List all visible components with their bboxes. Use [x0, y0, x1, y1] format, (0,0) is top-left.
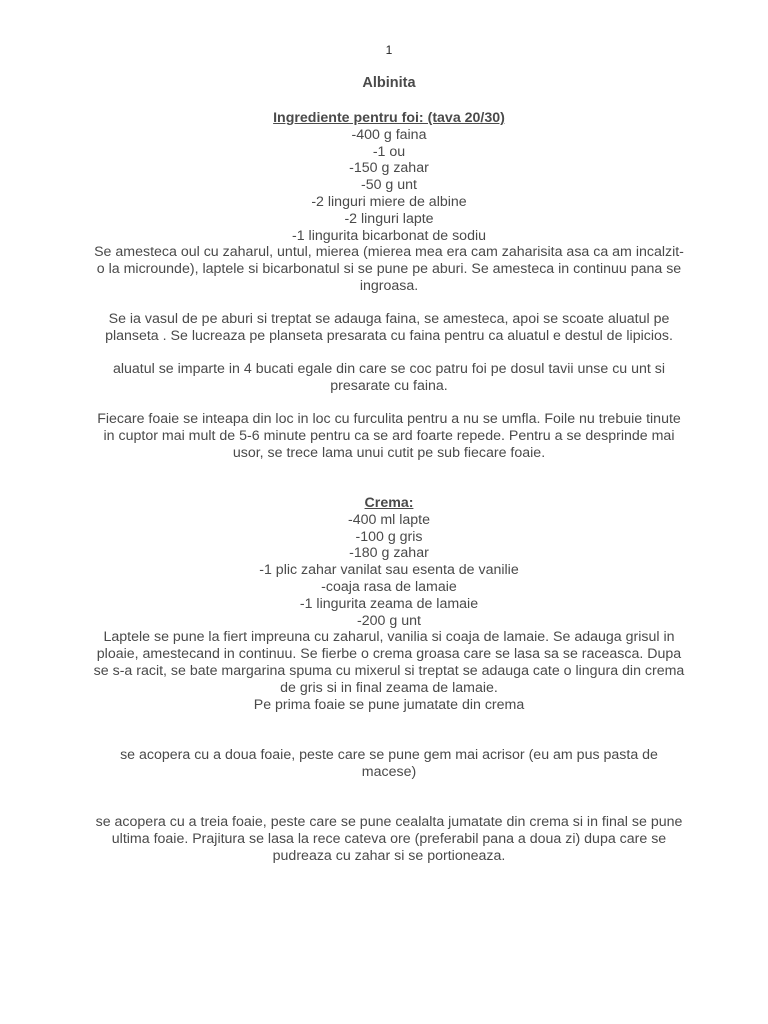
- foi-paragraph-2: [60, 311, 718, 345]
- paragraph-line: Se ia vasul de pe aburi si treptat se adauga faina, se amesteca, apoi se scoate aluatul pe: [108, 311, 670, 327]
- paragraph-line: pudreaza cu zahar si se portioneaza.: [272, 847, 506, 864]
- paragraph-line: presarate cu faina.: [330, 377, 448, 394]
- crema-paragraph-3: [60, 747, 718, 781]
- crema-paragraph-4: [60, 814, 718, 864]
- paragraph-line: Fiecare foaie se inteapa din loc in loc cu furculita pentru a nu se umfla. Foile nu trebuie tinute: [97, 411, 681, 427]
- foi-ingredient: -1 lingurita bicarbonat de sodiu: [291, 227, 487, 244]
- crema-ingredient: -1 lingurita zeama de lamaie: [299, 595, 479, 612]
- crema-paragraph-line: se s-a racit, se bate margarina spuma cu mixerul si treptat se adauga cate o lingura din crema: [93, 662, 685, 679]
- paragraph-line: in cuptor mai mult de 5-6 minute pentru ca se ard foarte repede. Pentru a se desprinde mai: [103, 427, 675, 444]
- foi-paragraph-line: ingroasa.: [359, 277, 419, 294]
- foi-ingredient: -2 linguri miere de albine: [311, 193, 467, 210]
- crema-paragraph-line: ploaie, amestecand in continuu. Se fierbe o crema groasa care se lasa sa se raceasca. Dupa: [96, 646, 682, 663]
- paragraph-line: usor, se trece lama unui cutit pe sub fiecare foaie.: [232, 444, 546, 461]
- paragraph-line: se acopera cu a doua foaie, peste care se pune gem mai acrisor (eu am pus pasta de: [120, 747, 658, 763]
- foi-ingredient: -2 linguri lapte: [344, 210, 434, 227]
- page-number: 1: [385, 43, 393, 57]
- foi-paragraph-4: [60, 411, 718, 461]
- crema-ingredient: -400 ml lapte: [347, 511, 430, 528]
- crema-ingredient: -1 plic zahar vanilat sau esenta de vanilie: [259, 562, 519, 579]
- paragraph-line: aluatul se imparte in 4 bucati egale din care se coc patru foi pe dosul tavii unse cu unt si: [112, 361, 666, 377]
- crema-heading: Crema:: [364, 495, 414, 511]
- crema-section: [60, 495, 718, 713]
- foi-ingredient: -50 g unt: [360, 177, 417, 194]
- recipe-title: Albinita: [362, 75, 416, 91]
- foi-ingredient: -400 g faina: [351, 126, 427, 143]
- crema-paragraph-line: Pe prima foaie se pune jumatate din crema: [253, 696, 525, 713]
- foi-ingredient: -150 g zahar: [349, 160, 429, 177]
- foi-paragraph-line: o la microunde), laptele si bicarbonatul si se pune pe aburi. Se amesteca in continuu pana se: [96, 261, 682, 278]
- crema-ingredient: -200 g unt: [357, 612, 421, 629]
- crema-ingredient: -180 g zahar: [349, 545, 429, 562]
- paragraph-line: se acopera cu a treia foaie, peste care se pune cealalta jumatate din crema si in final se pune: [95, 814, 683, 830]
- crema-paragraph-line: de gris si in final zeama de lamaie.: [280, 679, 498, 696]
- crema-ingredient: -100 g gris: [355, 528, 423, 545]
- foi-paragraph-3: [60, 361, 718, 395]
- paragraph-line: planseta . Se lucreaza pe planseta presarata cu faina pentru ca aluatul e destul de lipicios.: [105, 327, 673, 344]
- paragraph-line: macese): [361, 763, 417, 780]
- crema-ingredient: -coaja rasa de lamaie: [321, 578, 457, 595]
- foi-ingredient: -1 ou: [372, 143, 406, 160]
- foi-section: [60, 110, 718, 295]
- foi-heading: Ingrediente pentru foi: (tava 20/30): [273, 110, 505, 126]
- foi-paragraph-line: Se amesteca oul cu zaharul, untul, mierea (mierea mea era cam zaharisita asa ca am incalzit-: [94, 244, 684, 261]
- crema-paragraph-line: Laptele se pune la fiert impreuna cu zaharul, vanilia si coaja de lamaie. Se adauga grisul in: [103, 629, 675, 646]
- paragraph-line: ultima foaie. Prajitura se lasa la rece cateva ore (preferabil pana a doua zi) dupa care se: [111, 830, 667, 847]
